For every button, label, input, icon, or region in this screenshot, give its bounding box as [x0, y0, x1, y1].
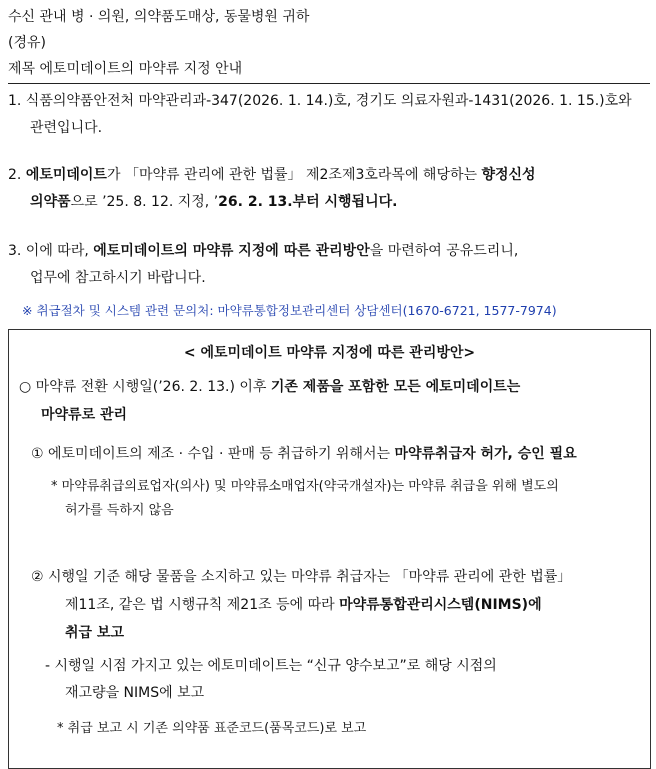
sub-point-1-bold: 마약류취급자 허가, 승인 필요: [394, 446, 577, 462]
paragraph-3-text: 을 마련하여 공유드리니,: [369, 243, 519, 259]
inquiry-note: ※ 취급절차 및 시스템 관련 문의처: 마약류통합정보관리센터 상담센터(1670-6721, 1577-7974): [22, 303, 557, 318]
management-plan-box: [8, 329, 651, 769]
paragraph-3-number: 3. 이에 따라,: [8, 243, 94, 259]
via-line: (경유): [8, 35, 46, 51]
category-part-1: 향정신성: [481, 167, 536, 183]
sub-point-1-note-2: 허가를 득하지 않음: [65, 503, 174, 518]
sub-point-2-line-2: [65, 592, 542, 619]
recipient-line: 수신 관내 병 · 의원, 의약품도매상, 동물병원 귀하: [8, 9, 310, 25]
sub-point-2-bold: 마약류통합관리시스템(NIMS)에: [339, 597, 542, 613]
paragraph-3: [8, 238, 648, 292]
sub-point-1-text: ① 에토미데이트의 제조 · 수입 · 판매 등 취급하기 위해서는: [31, 446, 395, 462]
paragraph-1-line-1: 1. 식품의약품안전처 마약관리과-347(2026. 1. 14.)호, 경기도 의료자원과-1431(2026. 1. 15.)호와: [8, 93, 632, 109]
paragraph-2-text-1: 가 「마약류 관리에 관한 법률」 제2조제3호라목에 해당하는: [106, 167, 482, 183]
header-divider: [8, 83, 650, 84]
main-point: [19, 374, 520, 401]
paragraph-1-line-2: 관련입니다.: [30, 120, 103, 136]
paragraph-2: [8, 162, 648, 216]
category-part-2: 의약품: [30, 194, 71, 210]
dash-point-note: * 취급 보고 시 기존 의약품 표준코드(품목코드)로 보고: [57, 721, 367, 736]
effective-date: 26. 2. 13.부터 시행됩니다.: [218, 194, 398, 210]
sub-point-1: [31, 441, 577, 468]
paragraph-3-bold: 에토미데이트의 마약류 지정에 따른 관리방안: [93, 243, 370, 259]
paragraph-2-text-2: 으로 ’25. 8. 12. 지정, ’: [70, 194, 219, 210]
drug-name: 에토미데이트: [25, 167, 107, 183]
sub-point-2-bold-2: 취급 보고: [65, 625, 124, 641]
main-point-bold: 기존 제품을 포함한 모든 에토미데이트는: [270, 379, 521, 395]
sub-point-2-text: 제11조, 같은 법 시행규칙 제21조 등에 따라: [65, 597, 340, 613]
main-point-text: ○ 마약류 전환 시행일(’26. 2. 13.) 이후: [19, 379, 271, 395]
paragraph-1: [8, 88, 648, 142]
main-point-line-2: [41, 402, 127, 429]
subject-line: 제목 에토미데이트의 마약류 지정 안내: [8, 61, 243, 77]
sub-point-2-line-1: ② 시행일 기준 해당 물품을 소지하고 있는 마약류 취급자는 「마약류 관리에 관한 법률」: [31, 569, 572, 585]
sub-point-1-note-1: * 마약류취급의료업자(의사) 및 마약류소매업자(약국개설자)는 마약류 취급을 위해 별도의: [51, 479, 559, 494]
dash-point-line-2: 재고량을 NIMS에 보고: [65, 685, 205, 701]
box-title: < 에토미데이트 마약류 지정에 따른 관리방안>: [183, 345, 476, 361]
dash-point-line-1: - 시행일 시점 가지고 있는 에토미데이트는 “신규 양수보고”로 해당 시점의: [45, 658, 497, 674]
sub-point-2-line-3: [65, 620, 124, 647]
paragraph-3-line-2: 업무에 참고하시기 바랍니다.: [30, 270, 206, 286]
paragraph-2-number: 2.: [8, 167, 26, 183]
main-point-bold-2: 마약류로 관리: [41, 407, 128, 423]
